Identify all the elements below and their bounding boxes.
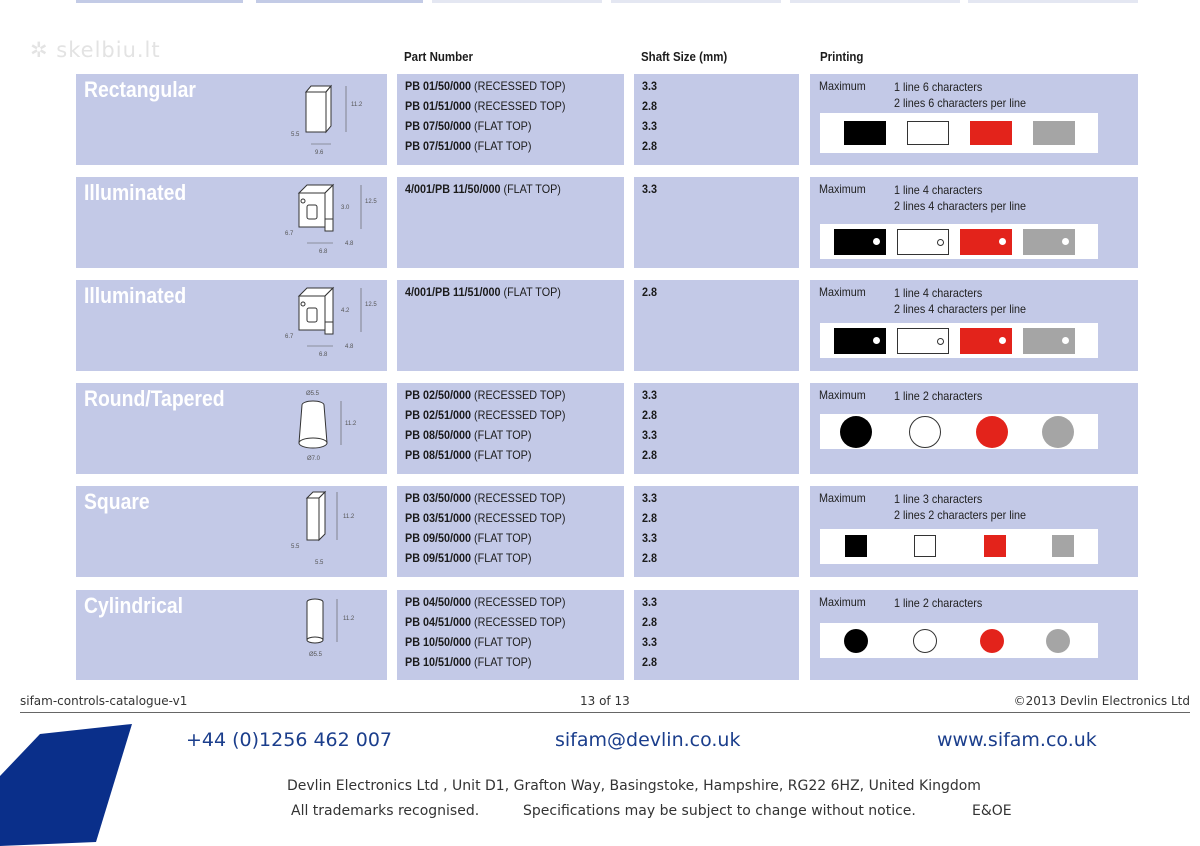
part-code: 4/001/PB 11/51/000	[405, 285, 501, 299]
drawing-wrapper	[281, 282, 381, 373]
eoe-note: E&OE	[972, 803, 1012, 819]
part-number-line	[405, 182, 561, 196]
dimension-drawing	[281, 282, 381, 368]
brand-logo-shape	[0, 724, 140, 846]
part-number-line	[405, 551, 531, 565]
dim-label: 6.7	[285, 334, 294, 340]
dim-label: 11.2	[343, 514, 355, 520]
colour-swatch	[914, 535, 936, 557]
part-code: PB 10/50/000	[405, 635, 472, 649]
dim-label: 11.2	[351, 102, 363, 108]
colour-swatch	[960, 328, 1012, 354]
specs-note: Specifications may be subject to change without notice.	[523, 803, 916, 819]
part-code: PB 01/50/000	[405, 79, 472, 93]
part-code: PB 04/50/000	[405, 595, 472, 609]
shaft-size-value: 3.3	[642, 79, 658, 93]
drawing-wrapper	[281, 179, 381, 270]
part-desc: (FLAT TOP)	[471, 531, 532, 545]
part-number-line	[405, 595, 565, 609]
product-name: Square	[84, 489, 150, 514]
shaft-size-value: 2.8	[642, 285, 658, 299]
shaft-size-value: 3.3	[642, 595, 658, 609]
shaft-size-value: 3.3	[642, 491, 658, 505]
dimension-drawing	[281, 488, 381, 574]
dimension-drawing	[281, 385, 381, 471]
colour-swatch	[834, 328, 886, 354]
doc-id: sifam-controls-catalogue-v1	[20, 694, 188, 708]
drawing-wrapper	[281, 592, 381, 683]
shaft-size-cell	[634, 177, 799, 268]
part-desc: (RECESSED TOP)	[471, 99, 566, 113]
colour-swatches	[820, 414, 1098, 449]
product-name: Round/Tapered	[84, 386, 225, 411]
printing-cell	[810, 280, 1138, 371]
shaft-size-value: 3.3	[642, 388, 658, 402]
part-number-line	[405, 635, 531, 649]
dim-label: 9.6	[315, 150, 324, 156]
led-window-icon	[873, 238, 880, 245]
printing-cell	[810, 74, 1138, 165]
part-desc: (RECESSED TOP)	[471, 408, 566, 422]
part-number-line	[405, 139, 531, 153]
part-desc: (FLAT TOP)	[471, 655, 532, 669]
part-number-line	[405, 119, 531, 133]
part-code: PB 03/51/000	[405, 511, 472, 525]
printing-spec-line: 2 lines 6 characters per line	[894, 96, 1027, 110]
part-number-line	[405, 285, 561, 299]
printing-spec-line: 1 line 4 characters	[894, 183, 983, 197]
dim-label: 4.2	[341, 308, 350, 314]
part-code: PB 02/50/000	[405, 388, 472, 402]
printing-spec	[894, 79, 1026, 111]
part-desc: (RECESSED TOP)	[471, 511, 566, 525]
printing-spec	[894, 595, 982, 611]
colour-swatch	[1042, 416, 1074, 448]
part-number-line	[405, 511, 565, 525]
top-tab-bar	[432, 0, 602, 3]
colour-swatch	[960, 229, 1012, 255]
led-window-icon	[999, 337, 1006, 344]
shaft-size-value: 3.3	[642, 428, 658, 442]
part-number-cell	[397, 74, 624, 165]
shaft-size-cell	[634, 383, 799, 474]
led-window-icon	[1062, 238, 1069, 245]
colour-swatch	[845, 535, 867, 557]
part-number-cell	[397, 590, 624, 680]
colour-swatch	[976, 416, 1008, 448]
dim-label: 4.8	[345, 344, 354, 350]
top-tab-bar	[611, 0, 781, 3]
shaft-size-cell	[634, 74, 799, 165]
colour-swatch	[1023, 328, 1075, 354]
colour-swatches	[820, 224, 1098, 259]
product-name-cell	[76, 486, 387, 577]
printing-spec	[894, 388, 982, 404]
part-number-line	[405, 491, 565, 505]
printing-max-label: Maximum	[819, 182, 866, 196]
part-number-cell	[397, 280, 624, 371]
shaft-size-value: 2.8	[642, 511, 658, 525]
part-desc: (RECESSED TOP)	[471, 615, 566, 629]
part-code: PB 04/51/000	[405, 615, 472, 629]
part-number-cell	[397, 177, 624, 268]
colour-swatches	[820, 323, 1098, 358]
header-part-number: Part Number	[404, 50, 474, 64]
part-code: PB 10/51/000	[405, 655, 472, 669]
printing-spec-line: 1 line 6 characters	[894, 80, 983, 94]
part-desc: (FLAT TOP)	[471, 428, 532, 442]
part-desc: (RECESSED TOP)	[471, 388, 566, 402]
product-name-cell	[76, 177, 387, 268]
shaft-size-cell	[634, 486, 799, 577]
part-desc: (FLAT TOP)	[471, 448, 532, 462]
part-number-line	[405, 388, 565, 402]
website-link[interactable]: www.sifam.co.uk	[937, 729, 1097, 751]
led-window-icon	[937, 338, 944, 345]
colour-swatch	[1023, 229, 1075, 255]
printing-spec-line: 1 line 2 characters	[894, 596, 983, 610]
printing-max-label: Maximum	[819, 388, 866, 402]
part-desc: (RECESSED TOP)	[471, 79, 566, 93]
top-tab-bar	[968, 0, 1138, 3]
footer-divider	[20, 712, 1190, 713]
dimension-drawing	[281, 76, 381, 162]
led-window-icon	[937, 239, 944, 246]
colour-swatch	[840, 416, 872, 448]
phone-number[interactable]: +44 (0)1256 462 007	[186, 729, 393, 751]
dim-label: Ø5.5	[306, 391, 320, 397]
dimension-drawing	[281, 179, 381, 265]
part-desc: (FLAT TOP)	[471, 551, 532, 565]
part-number-cell	[397, 486, 624, 577]
printing-max-label: Maximum	[819, 79, 866, 93]
part-number-line	[405, 531, 531, 545]
product-name-cell	[76, 383, 387, 474]
dim-label: 3.0	[341, 205, 350, 211]
part-code: PB 08/50/000	[405, 428, 472, 442]
shaft-size-value: 3.3	[642, 182, 658, 196]
printing-spec-line: 1 line 3 characters	[894, 492, 983, 506]
colour-swatch	[897, 229, 949, 255]
address: Devlin Electronics Ltd , Unit D1, Grafton Way, Basingstoke, Hampshire, RG22 6HZ, United Kingdom	[287, 778, 981, 794]
printing-cell	[810, 177, 1138, 268]
drawing-wrapper	[281, 488, 381, 579]
printing-max-label: Maximum	[819, 285, 866, 299]
colour-swatch	[1052, 535, 1074, 557]
dim-label: 11.2	[343, 616, 355, 622]
part-code: PB 07/50/000	[405, 119, 472, 133]
part-desc: (RECESSED TOP)	[471, 491, 566, 505]
dim-label: 6.8	[319, 249, 328, 255]
copyright: ©2013 Devlin Electronics Ltd	[1013, 694, 1190, 708]
printing-spec	[894, 285, 1026, 317]
colour-swatch	[970, 121, 1012, 145]
dim-label: Ø7.0	[307, 456, 321, 462]
drawing-wrapper	[281, 76, 381, 167]
printing-cell	[810, 383, 1138, 474]
top-tab-bar	[76, 0, 243, 3]
printing-cell	[810, 486, 1138, 577]
part-number-line	[405, 655, 531, 669]
led-window-icon	[873, 337, 880, 344]
colour-swatch	[844, 629, 868, 653]
dim-label: 4.8	[345, 241, 354, 247]
part-code: PB 01/51/000	[405, 99, 472, 113]
shaft-size-cell	[634, 590, 799, 680]
colour-swatch	[913, 629, 937, 653]
colour-swatch	[897, 328, 949, 354]
part-number-line	[405, 99, 565, 113]
dimension-drawing	[281, 592, 381, 678]
colour-swatch	[980, 629, 1004, 653]
page-number: 13 of 13	[580, 694, 630, 708]
led-window-icon	[1062, 337, 1069, 344]
part-desc: (FLAT TOP)	[471, 139, 532, 153]
email-link[interactable]: sifam@devlin.co.uk	[555, 729, 741, 751]
colour-swatch	[909, 416, 941, 448]
printing-spec-line: 2 lines 4 characters per line	[894, 199, 1027, 213]
colour-swatch	[1046, 629, 1070, 653]
header-printing: Printing	[820, 50, 864, 64]
dim-label: 12.5	[365, 199, 377, 205]
colour-swatches	[820, 623, 1098, 658]
dim-label: 5.5	[291, 132, 300, 138]
colour-swatch	[834, 229, 886, 255]
shaft-size-value: 2.8	[642, 99, 658, 113]
header-shaft-size: Shaft Size (mm)	[641, 50, 728, 64]
printing-max-label: Maximum	[819, 491, 866, 505]
trademarks-note: All trademarks recognised.	[291, 803, 480, 819]
dim-label: Ø5.5	[309, 652, 323, 658]
colour-swatch	[907, 121, 949, 145]
part-desc: (FLAT TOP)	[471, 635, 532, 649]
top-tab-bar	[790, 0, 960, 3]
shaft-size-value: 2.8	[642, 551, 658, 565]
part-code: PB 02/51/000	[405, 408, 472, 422]
colour-swatch	[844, 121, 886, 145]
printing-spec-line: 1 line 2 characters	[894, 389, 983, 403]
colour-swatches	[820, 529, 1098, 564]
printing-spec	[894, 182, 1026, 214]
dim-label: 6.7	[285, 231, 294, 237]
shaft-size-value: 2.8	[642, 655, 658, 669]
drawing-wrapper	[281, 385, 381, 476]
product-name: Illuminated	[84, 283, 187, 308]
part-code: 4/001/PB 11/50/000	[405, 182, 501, 196]
dim-label: 11.2	[345, 421, 357, 427]
shaft-size-value: 3.3	[642, 635, 658, 649]
shaft-size-value: 3.3	[642, 119, 658, 133]
dim-label: 6.8	[319, 352, 328, 358]
part-code: PB 07/51/000	[405, 139, 472, 153]
part-desc: (FLAT TOP)	[471, 119, 532, 133]
part-number-cell	[397, 383, 624, 474]
printing-spec	[894, 491, 1026, 523]
colour-swatch	[1033, 121, 1075, 145]
dim-label: 12.5	[365, 302, 377, 308]
shaft-size-value: 2.8	[642, 615, 658, 629]
printing-spec-line: 1 line 4 characters	[894, 286, 983, 300]
watermark	[30, 38, 161, 62]
part-code: PB 09/50/000	[405, 531, 472, 545]
top-tab-bar	[256, 0, 423, 3]
part-number-line	[405, 615, 565, 629]
dim-label: 5.5	[291, 544, 300, 550]
product-name-cell	[76, 74, 387, 165]
product-name: Illuminated	[84, 180, 187, 205]
printing-spec-line: 2 lines 2 characters per line	[894, 508, 1027, 522]
shaft-size-value: 2.8	[642, 139, 658, 153]
watermark-text: skelbiu.lt	[56, 38, 161, 62]
part-desc: (FLAT TOP)	[500, 182, 561, 196]
shaft-size-value: 2.8	[642, 408, 658, 422]
printing-cell	[810, 590, 1138, 680]
product-name-cell	[76, 280, 387, 371]
part-number-line	[405, 408, 565, 422]
led-window-icon	[999, 238, 1006, 245]
part-number-line	[405, 79, 565, 93]
printing-spec-line: 2 lines 4 characters per line	[894, 302, 1027, 316]
part-code: PB 09/51/000	[405, 551, 472, 565]
product-name-cell	[76, 590, 387, 680]
shaft-size-cell	[634, 280, 799, 371]
part-code: PB 03/50/000	[405, 491, 472, 505]
colour-swatch	[984, 535, 1006, 557]
product-name: Rectangular	[84, 77, 196, 102]
shaft-size-value: 2.8	[642, 448, 658, 462]
printing-max-label: Maximum	[819, 595, 866, 609]
part-desc: (FLAT TOP)	[500, 285, 561, 299]
product-name: Cylindrical	[84, 593, 183, 618]
shaft-size-value: 3.3	[642, 531, 658, 545]
flower-icon: ✲	[30, 38, 49, 62]
part-number-line	[405, 448, 531, 462]
part-desc: (RECESSED TOP)	[471, 595, 566, 609]
dim-label: 5.5	[315, 560, 324, 566]
part-code: PB 08/51/000	[405, 448, 472, 462]
colour-swatches	[820, 113, 1098, 153]
part-number-line	[405, 428, 531, 442]
